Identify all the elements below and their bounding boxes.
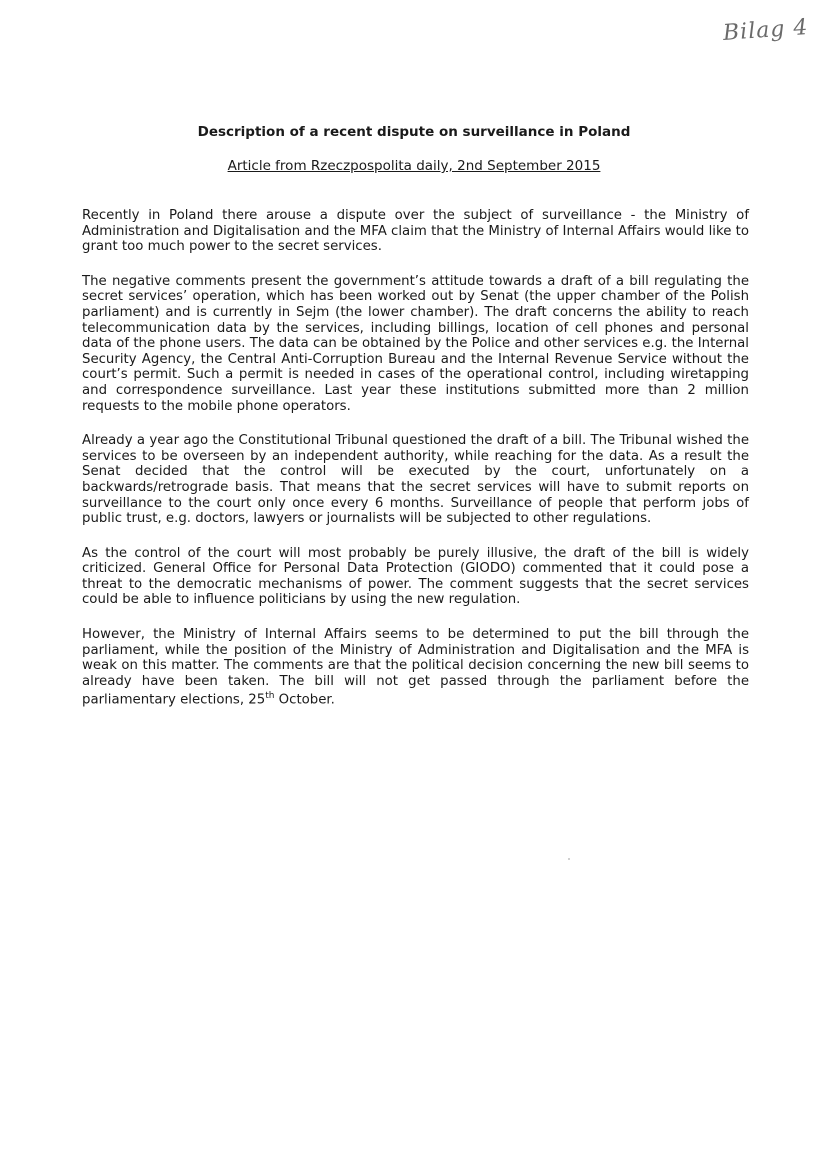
paragraph-5-end: October.	[274, 692, 335, 708]
handwritten-annotation: Bilag 4	[721, 15, 809, 46]
scan-artifact	[568, 858, 570, 860]
ordinal-suffix: th	[265, 691, 275, 702]
document-title: Description of a recent dispute on surveillance in Poland	[197, 124, 631, 140]
paragraph-2: The negative comments present the government’s attitude towards a draft of a bill regulating the secret services’ operation, which has been worked out by Senat (the upper chamber of the Polish parliament) and is currently in Sejm (the lower chamber). The draft concerns the ability to reach telecommunication data by the services, including billings, location of cell phones and personal data of the phone users. The data can be obtained by the Police and other services e.g. the Internal Security Agency, the Central Anti-Corruption Bureau and the Internal Revenue Service without the court’s permit. Such a permit is needed in cases of the operational control, including wiretapping and correspondence surveillance. Last year these institutions submitted more than 2 million requests to the mobile phone operators.	[82, 273, 749, 414]
document-subtitle: Article from Rzeczpospolita daily, 2nd September 2015	[227, 158, 601, 174]
document-body	[82, 208, 749, 727]
paragraph-4: As the control of the court will most probably be purely illusive, the draft of the bill is widely criticized. General Office for Personal Data Protection (GIODO) commented that it could pose a threat to the democratic mechanisms of power. The comment suggests that the secret services could be able to influence politicians by using the new regulation.	[82, 545, 749, 608]
paragraph-5-text: However, the Ministry of Internal Affairs seems to be determined to put the bill through the parliament, while the position of the Ministry of Administration and Digitalisation and the MFA is weak on this matter. The comments are that the political decision concerning the new bill seems to already have been taken. The bill will not get passed through the parliament before the parliamentary elections, 25	[82, 627, 749, 708]
paragraph-1: Recently in Poland there arouse a dispute over the subject of surveillance - the Ministry of Administration and Digitalisation and the MFA claim that the Ministry of Internal Affairs would like to grant too much power to the secret services.	[82, 208, 749, 255]
paragraph-5	[82, 627, 749, 708]
paragraph-3: Already a year ago the Constitutional Tribunal questioned the draft of a bill. The Tribunal wished the services to be overseen by an independent authority, while reaching for the data. As a result the Senat decided that the control will be executed by the court, unfortunately on a backwards/retrograde basis. That means that the secret services will have to submit reports on surveillance to the court only once every 6 months. Surveillance of people that perform jobs of public trust, e.g. doctors, lawyers or journalists will be subjected to other regulations.	[82, 433, 749, 527]
